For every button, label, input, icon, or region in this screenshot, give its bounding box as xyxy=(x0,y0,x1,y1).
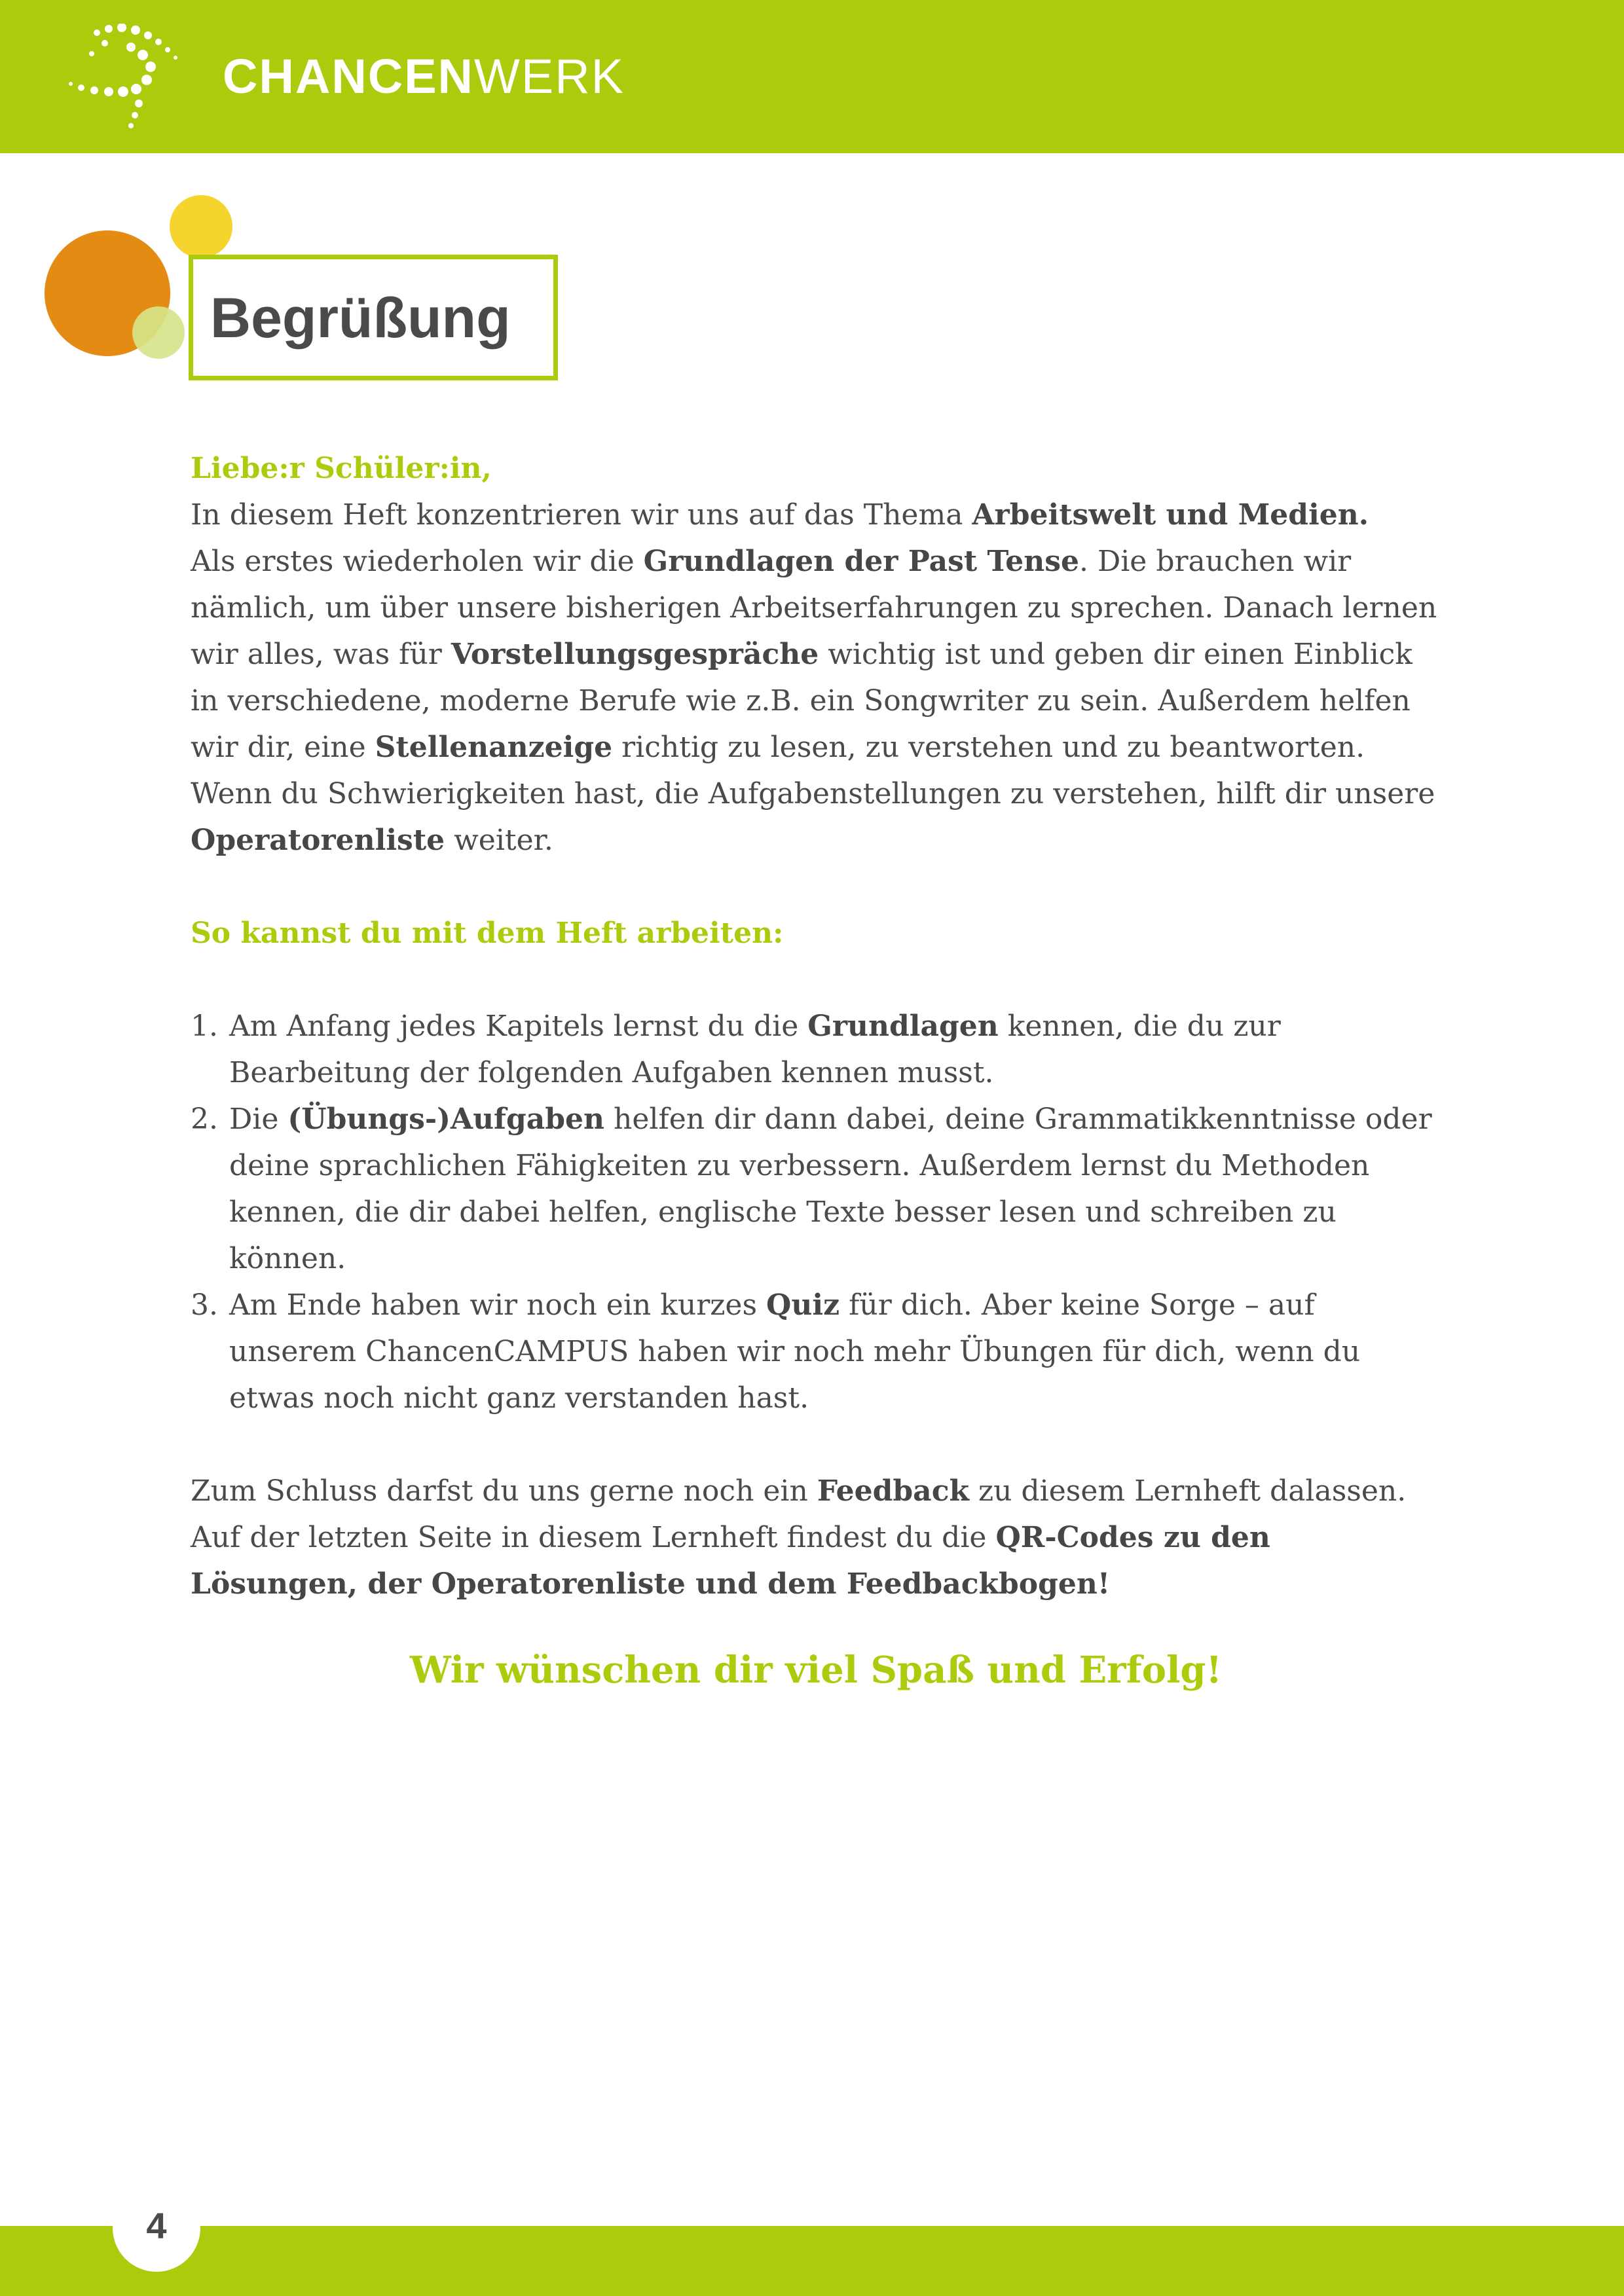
footer-bar xyxy=(0,2226,1624,2296)
intro-s5-bold: Operatorenliste xyxy=(191,824,445,857)
step-bold: (Übungs-)Aufgaben xyxy=(287,1102,605,1136)
brand-logo-text xyxy=(223,47,625,106)
greeting: Liebe:r Schüler:in, xyxy=(191,452,492,485)
intro-s5-text: Wenn du Schwierigkeiten hast, die Aufgabenstellungen zu verstehen, hilft dir unsere xyxy=(191,777,1435,811)
header-bar xyxy=(0,0,1624,153)
title-box xyxy=(189,255,558,380)
dots-logo-icon xyxy=(65,24,203,128)
steps-list xyxy=(191,1003,1441,1421)
step-text: Die xyxy=(229,1102,288,1136)
qr-codes-bold: QR-Codes zu den Lösungen, der Operatorenliste und dem Feedbackbogen! xyxy=(191,1521,1270,1601)
step-text-post: helfen dir dann dabei, deine Grammatikkenntnisse oder deine sprachlichen Fähigkeiten zu verbessern. Außerdem lernst du Methoden kennen, die dir dabei helfen, englische Texte besser lesen und schreiben zu können. xyxy=(229,1102,1432,1275)
step-text: Am Ende haben wir noch ein kurzes xyxy=(229,1288,767,1322)
feedback-paragraph xyxy=(191,1468,1441,1607)
list-number: 2. xyxy=(191,1102,218,1136)
intro-s2-post: . Die brauchen wir nämlich, um über unsere bisherigen Arbeitserfahrungen zu sprechen. Danach lernen wir alles, was für xyxy=(191,545,1437,671)
step-bold: Grundlagen xyxy=(807,1010,999,1043)
step-text-post: kennen, die du zur Bearbeitung der folgenden Aufgaben kennen musst. xyxy=(229,1010,1281,1089)
intro-s4-post: richtig zu lesen, zu verstehen und zu beantworten. xyxy=(612,731,1365,764)
feedback-mid: zu diesem Lernheft dalassen. Auf der letzten Seite in diesem Lernheft findest du die xyxy=(191,1474,1407,1554)
intro-s3-bold: Vorstellungsgespräche xyxy=(451,638,819,671)
feedback-text: Zum Schluss darfst du uns gerne noch ein xyxy=(191,1474,817,1508)
intro-s4-bold: Stellenanzeige xyxy=(375,731,613,764)
page-number-badge xyxy=(113,2184,200,2272)
step-text: Am Anfang jedes Kapitels lernst du die xyxy=(229,1010,808,1043)
intro-line1-bold: Arbeitswelt und Medien. xyxy=(972,498,1369,532)
intro-s3-post: wichtig ist und geben dir einen Einblick in verschiedene, moderne Berufe wie z.B. ein Songwriter zu sein. Außerdem helfen wir dir, eine xyxy=(191,638,1412,764)
feedback-bold: Feedback xyxy=(817,1474,969,1508)
list-item xyxy=(191,1003,1441,1096)
brand-light: WERK xyxy=(474,49,625,103)
intro-s5-post: weiter. xyxy=(445,824,553,857)
step-text-post: für dich. Aber keine Sorge – auf unserem ChancenCAMPUS haben wir noch mehr Übungen für dich, wenn du etwas noch nicht ganz verstanden hast. xyxy=(229,1288,1361,1415)
list-number: 3. xyxy=(191,1288,218,1322)
spacer xyxy=(191,864,1441,910)
intro-s2-bold: Grundlagen der Past Tense xyxy=(643,545,1079,578)
intro-s2-text: Als erstes wiederholen wir die xyxy=(191,545,644,578)
brand-bold: CHANCEN xyxy=(223,49,474,103)
step-bold: Quiz xyxy=(766,1288,840,1322)
page-number: 4 xyxy=(146,2205,167,2246)
list-number: 1. xyxy=(191,1010,218,1043)
list-item xyxy=(191,1282,1441,1421)
page-title: Begrüßung xyxy=(210,287,511,350)
closing-message: Wir wünschen dir viel Spaß und Erfolg! xyxy=(409,1649,1223,1692)
howto-heading: So kannst du mit dem Heft arbeiten: xyxy=(191,917,784,950)
list-item xyxy=(191,1096,1441,1282)
spacer xyxy=(191,1421,1441,1468)
intro-paragraph xyxy=(191,492,1441,864)
spacer xyxy=(191,957,1441,1003)
intro-line1-text: In diesem Heft konzentrieren wir uns auf das Thema xyxy=(191,498,972,532)
main-content xyxy=(191,445,1441,1696)
